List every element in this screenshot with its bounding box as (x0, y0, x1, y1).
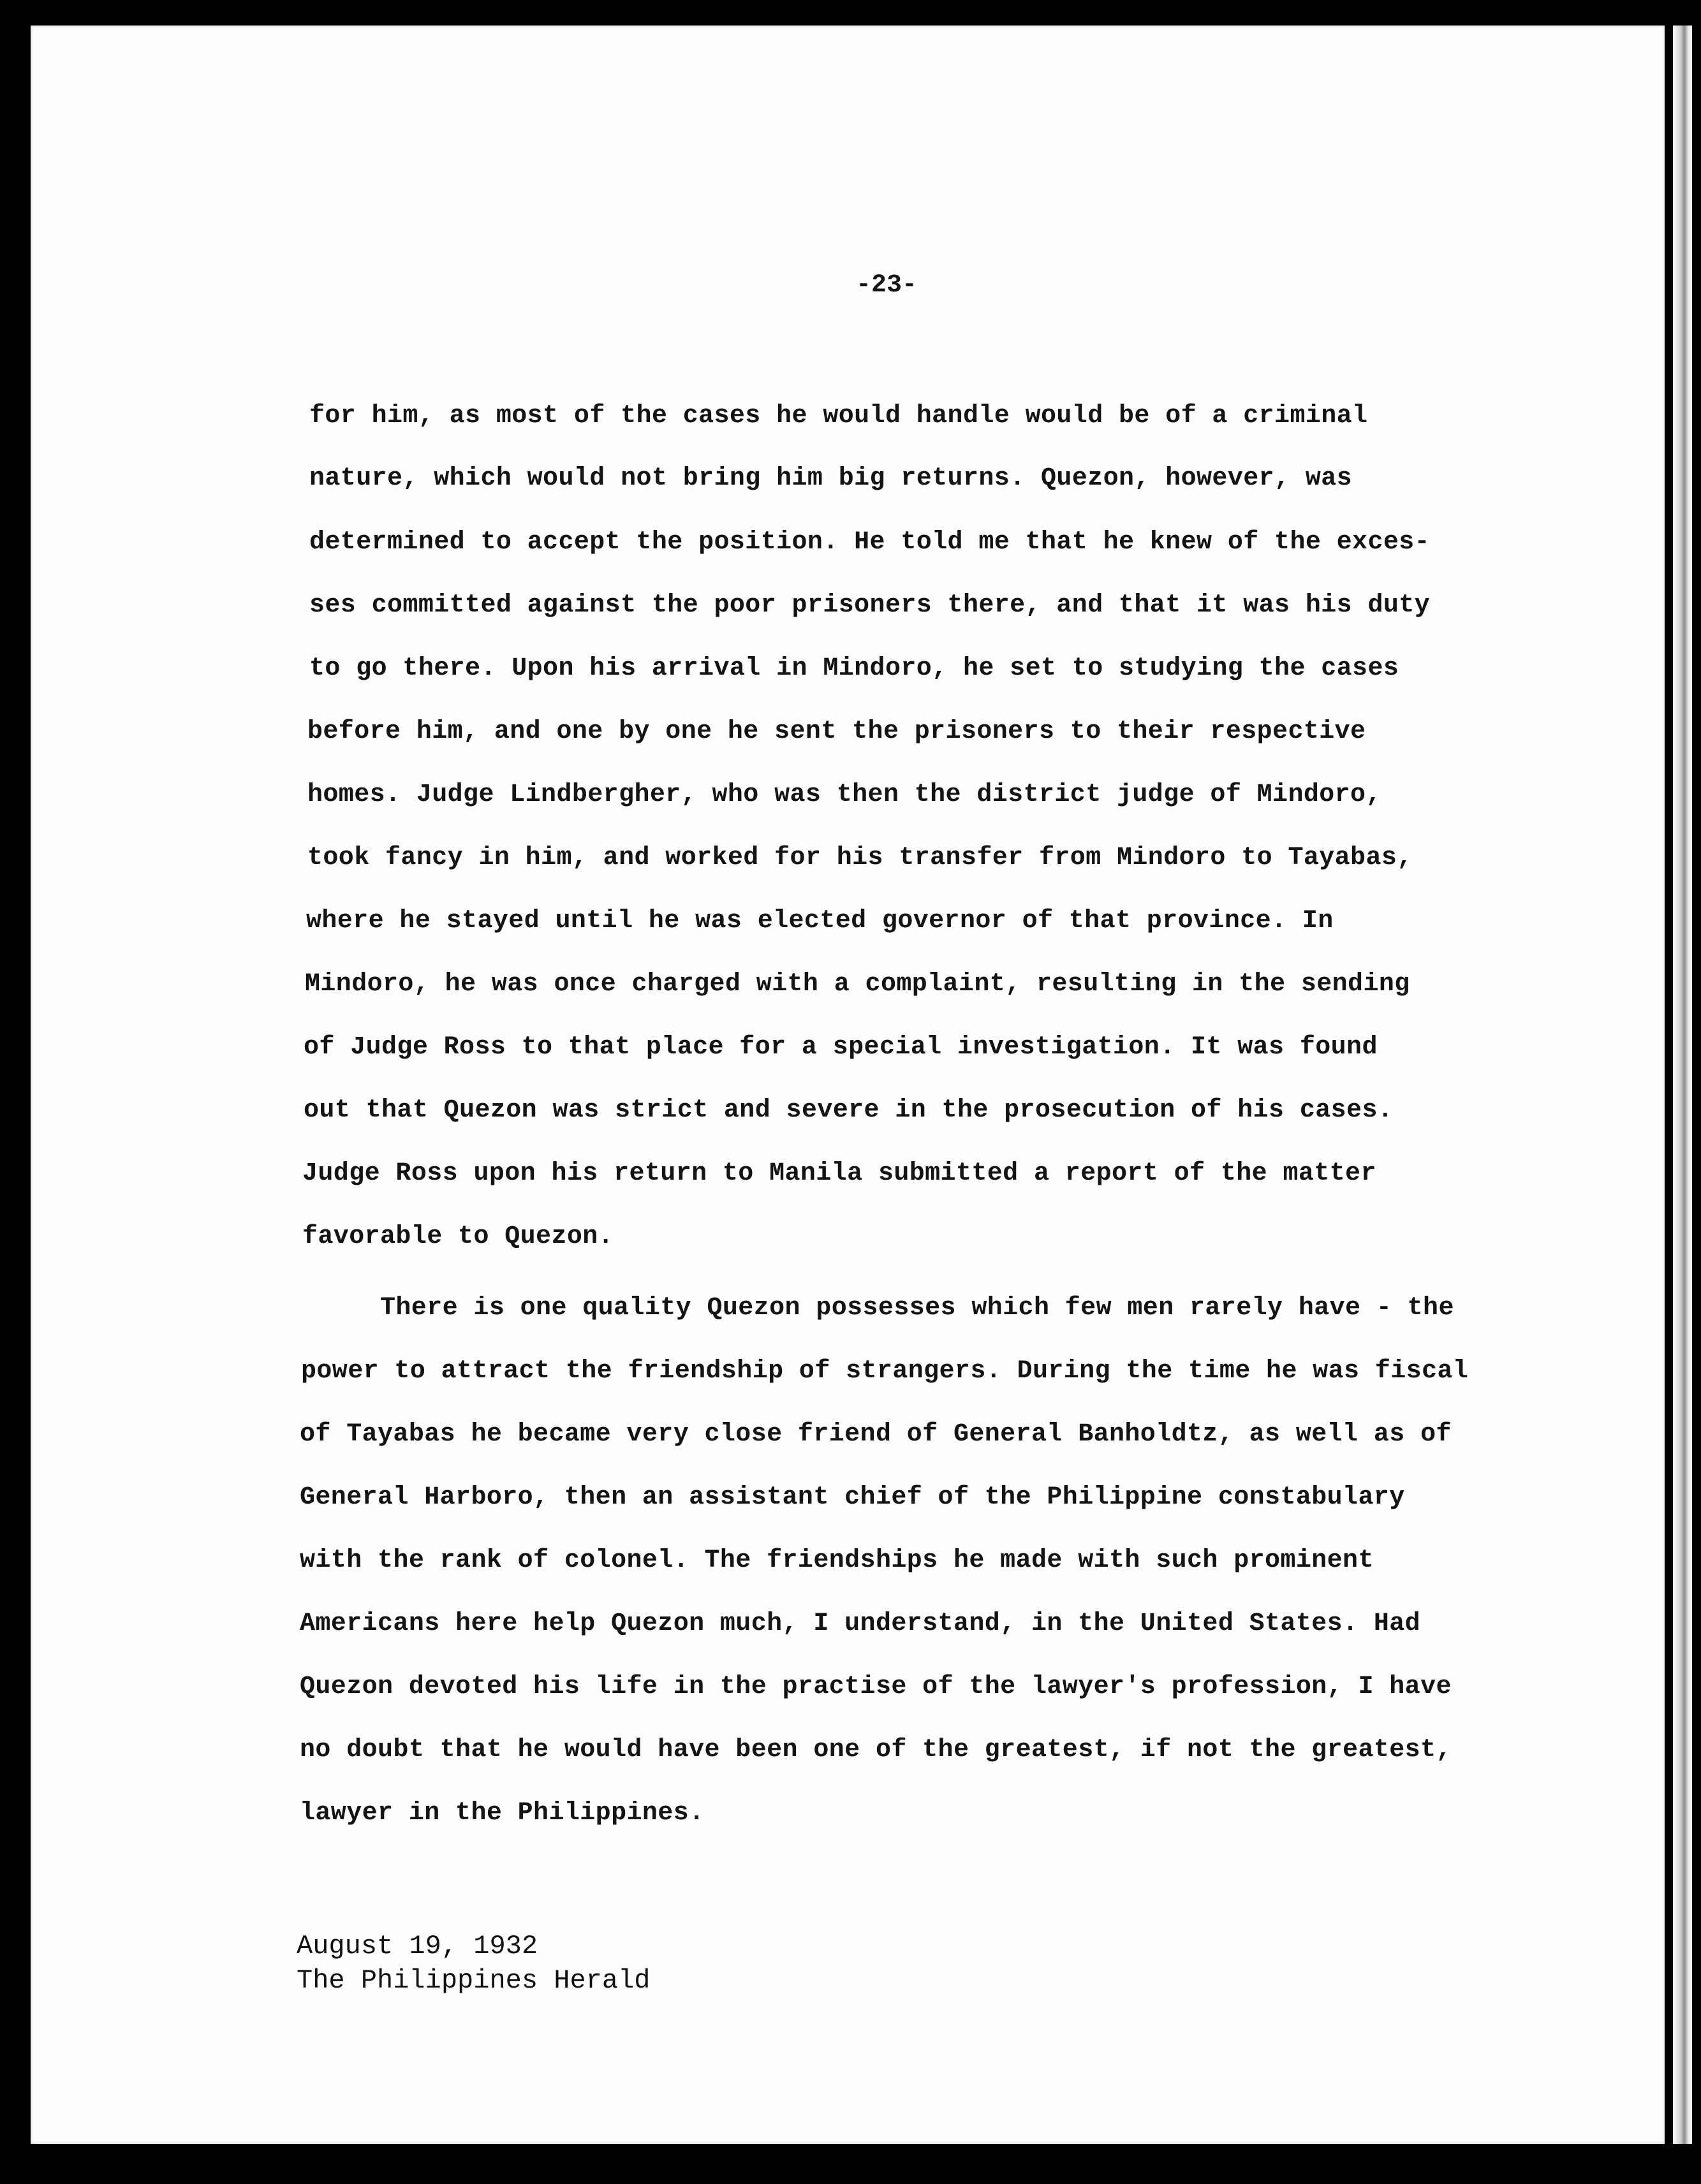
paragraph-2-line-6: Americans here help Quezon much, I understand, in the United States. Had (300, 1609, 1421, 1638)
paragraph-1-line-2: nature, which would not bring him big returns. Quezon, however, was (309, 464, 1353, 493)
paragraph-1-line-3: determined to accept the position. He told me that he knew of the exces- (309, 528, 1431, 557)
typewritten-page (31, 26, 1665, 2144)
paragraph-1-line-10: Mindoro, he was once charged with a complaint, resulting in the sending (305, 970, 1410, 999)
paragraph-1-line-8: took fancy in him, and worked for his transfer from Mindoro to Tayabas, (307, 844, 1413, 872)
paragraph-2-line-1: There is one quality Quezon possesses which few men rarely have - the (380, 1294, 1454, 1323)
paragraph-2-line-9: lawyer in the Philippines. (300, 1799, 705, 1828)
publication-source: The Philippines Herald (297, 1965, 651, 1996)
paragraph-1-line-11: of Judge Ross to that place for a special investigation. It was found (304, 1033, 1378, 1062)
page-number: -23- (855, 271, 917, 300)
paragraph-1-line-7: homes. Judge Lindbergher, who was then the district judge of Mindoro, (307, 781, 1381, 809)
dateline: August 19, 1932 (297, 1931, 538, 1961)
paragraph-1-line-12: out that Quezon was strict and severe in the prosecution of his cases. (304, 1096, 1394, 1125)
paragraph-1-line-6: before him, and one by one he sent the prisoners to their respective (307, 717, 1366, 746)
paragraph-1-line-1: for him, as most of the cases he would handle would be of a criminal (309, 402, 1368, 430)
paragraph-1-line-4: ses committed against the poor prisoners there, and that it was his duty (309, 591, 1431, 620)
paragraph-2-line-4: General Harboro, then an assistant chief of the Philippine constabulary (300, 1483, 1405, 1512)
paragraph-1-line-13: Judge Ross upon his return to Manila submitted a report of the matter (302, 1159, 1376, 1188)
paragraph-2-line-2: power to attract the friendship of strangers. During the time he was fiscal (301, 1357, 1469, 1386)
paragraph-1-line-5: to go there. Upon his arrival in Mindoro, he set to studying the cases (309, 654, 1399, 683)
page-edge-shadow (1673, 26, 1692, 2144)
paragraph-1-line-14: favorable to Quezon. (302, 1222, 614, 1251)
paragraph-2-line-3: of Tayabas he became very close friend of General Banholdtz, as well as of (300, 1420, 1452, 1449)
paragraph-2-line-7: Quezon devoted his life in the practise of the lawyer's profession, I have (300, 1673, 1452, 1701)
paragraph-1-line-9: where he stayed until he was elected governor of that province. In (306, 907, 1334, 935)
paragraph-2-line-5: with the rank of colonel. The friendships he made with such prominent (300, 1546, 1374, 1575)
paragraph-2-line-8: no doubt that he would have been one of the greatest, if not the greatest, (300, 1736, 1452, 1764)
